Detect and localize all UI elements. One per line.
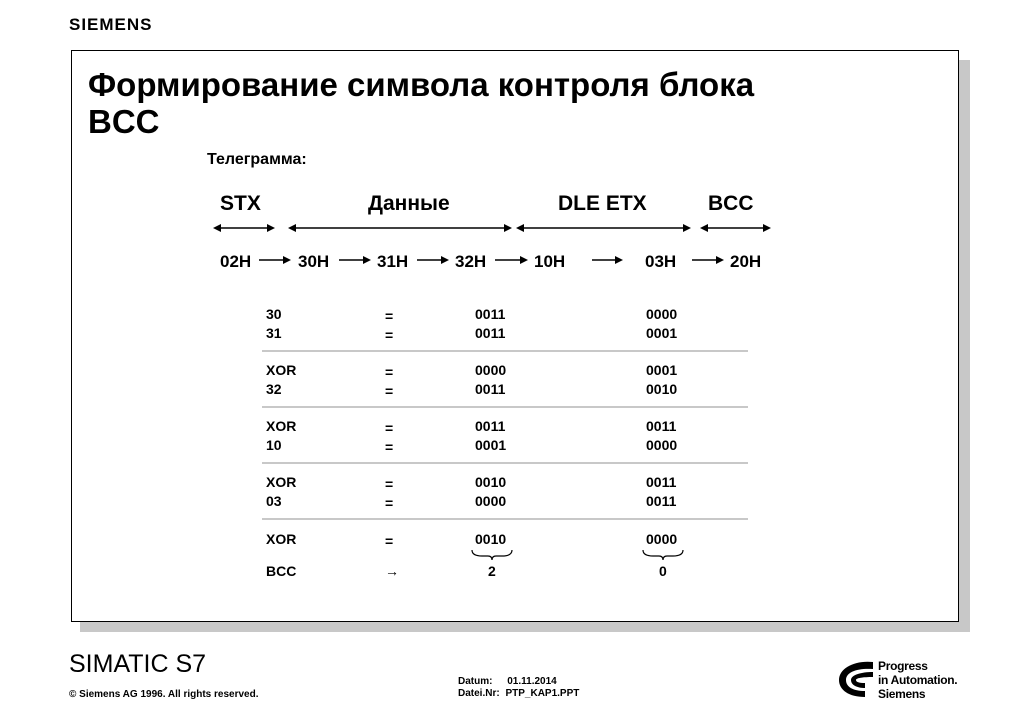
byte-data-1: 30H: [298, 252, 330, 271]
byte-arrow-5: [592, 256, 623, 264]
result-high-hex: 2: [488, 563, 496, 579]
row-low-nibble: 0000: [646, 306, 678, 322]
brand-tagline: [878, 659, 957, 701]
row-label: XOR: [266, 362, 297, 378]
span-arrow-dle-etx: [516, 224, 691, 232]
datum-label: Datum:: [458, 676, 493, 687]
byte-etx: 03H: [645, 252, 677, 271]
row-label: 32: [266, 381, 282, 397]
brace-lo: [643, 550, 683, 560]
segment-bcc: BCC: [708, 192, 754, 215]
row-label: 31: [266, 325, 282, 341]
divider: [262, 462, 748, 464]
byte-data-3: 32H: [455, 252, 487, 271]
siemens-progress-icon: [835, 660, 875, 698]
row-high-nibble: 0011: [475, 306, 506, 322]
datei-row: [458, 688, 579, 699]
byte-arrow-2: [339, 256, 371, 264]
row-low-nibble: 0000: [646, 531, 678, 547]
datei-label: Datei.Nr:: [458, 688, 500, 699]
brace-hi: [472, 550, 512, 560]
byte-arrow-4: [495, 256, 528, 264]
result-label: BCC: [266, 563, 297, 579]
row-equals: =: [385, 383, 394, 399]
byte-dle: 10H: [534, 252, 566, 271]
row-low-nibble: 0000: [646, 437, 678, 453]
result-arrow: →: [385, 563, 399, 579]
row-equals: =: [385, 364, 394, 380]
row-low-nibble: 0011: [646, 474, 677, 490]
row-high-nibble: 0000: [475, 362, 507, 378]
row-high-nibble: 0011: [475, 325, 506, 341]
row-equals: =: [385, 476, 394, 492]
row-high-nibble: 0011: [475, 381, 506, 397]
row-high-nibble: 0010: [475, 531, 507, 547]
copyright: © Siemens AG 1996. All rights reserved.: [69, 689, 259, 700]
row-label: XOR: [266, 531, 297, 547]
span-arrow-data: [288, 224, 512, 232]
segment-stx: STX: [220, 192, 261, 215]
row-label: XOR: [266, 418, 297, 434]
row-label: 30: [266, 306, 282, 322]
row-high-nibble: 0010: [475, 474, 507, 490]
row-low-nibble: 0011: [646, 418, 677, 434]
title-line-2: BCC: [88, 103, 160, 140]
product-name: SIMATIC S7: [69, 650, 207, 678]
row-high-nibble: 0000: [475, 493, 507, 509]
byte-data-2: 31H: [377, 252, 409, 271]
row-label: XOR: [266, 474, 297, 490]
byte-stx: 02H: [220, 252, 252, 271]
datum-value: 01.11.2014: [507, 676, 557, 687]
row-high-nibble: 0011: [475, 418, 506, 434]
tagline-line-3: Siemens: [878, 687, 926, 701]
row-equals: =: [385, 420, 394, 436]
row-low-nibble: 0011: [646, 493, 677, 509]
row-equals: =: [385, 308, 394, 324]
byte-arrow-1: [259, 256, 291, 264]
datum-row: [458, 676, 557, 687]
datei-value: PTP_KAP1.PPT: [505, 688, 580, 699]
divider: [262, 518, 748, 520]
telegram-label: Телеграмма:: [207, 151, 307, 168]
segment-data: Данные: [368, 192, 450, 215]
tagline-line-2: in Automation.: [878, 673, 958, 687]
row-equals: =: [385, 533, 394, 549]
row-low-nibble: 0001: [646, 362, 678, 378]
row-equals: =: [385, 495, 394, 511]
span-arrow-bcc: [700, 224, 771, 232]
row-equals: =: [385, 439, 394, 455]
tagline-line-1: Progress: [878, 659, 928, 673]
divider: [262, 350, 748, 352]
result-low-hex: 0: [659, 563, 667, 579]
row-label: 10: [266, 437, 282, 453]
span-arrow-stx: [213, 224, 275, 232]
row-low-nibble: 0010: [646, 381, 678, 397]
byte-arrow-3: [417, 256, 449, 264]
row-label: 03: [266, 493, 282, 509]
byte-arrow-6: [692, 256, 724, 264]
segment-dle-etx: DLE ETX: [558, 192, 647, 215]
title-line-1: Формирование символа контроля блока: [88, 66, 755, 103]
row-high-nibble: 0001: [475, 437, 507, 453]
row-equals: =: [385, 327, 394, 343]
divider: [262, 406, 748, 408]
siemens-logo: SIEMENS: [69, 15, 153, 34]
byte-bcc: 20H: [730, 252, 762, 271]
row-low-nibble: 0001: [646, 325, 678, 341]
